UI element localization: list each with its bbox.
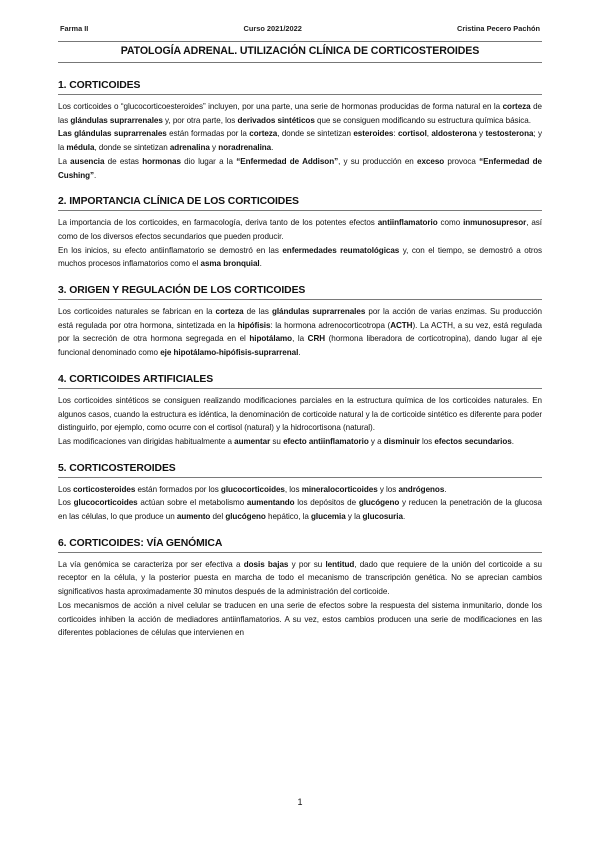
bold-term: glucocorticoides [73, 498, 138, 508]
text-run: En los inicios, su efecto antiinflamatorio se demostró en las [58, 245, 283, 255]
bold-term: aumento [176, 512, 211, 522]
paragraph [58, 558, 542, 599]
bold-term: eje hipotálamo-hipófisis-suprarrenal [160, 348, 299, 358]
paragraph [58, 394, 542, 435]
text-run: Los corticoides o “glucocorticoesteroides” incluyen, por una parte, una serie de hormonas producidas de forma natural en la [58, 102, 503, 111]
paragraph [58, 496, 542, 523]
bold-term: hipófisis [237, 320, 271, 330]
bold-term: glucemia [311, 512, 346, 522]
section-heading: 4. CORTICOIDES ARTIFICIALES [58, 374, 542, 389]
bold-term: ACTH [390, 320, 413, 330]
section-heading: 3. ORIGEN Y REGULACIÓN DE LOS CORTICOIDES [58, 285, 542, 300]
bold-term: hormonas [142, 156, 181, 166]
bold-term: corteza [249, 129, 278, 139]
bold-term: asma bronquial [200, 259, 260, 269]
text-run: La importancia de los corticoides, en farmacología, deriva tanto de los potentes efectos [58, 218, 378, 228]
text-run: y [209, 143, 219, 153]
text-run: están formadas por la [166, 129, 250, 139]
page-header [60, 24, 540, 33]
bold-term: exceso [417, 156, 445, 166]
section-4 [58, 374, 542, 449]
bold-term: adrenalina [169, 143, 210, 153]
document-body [58, 80, 542, 654]
section-2 [58, 196, 542, 271]
bold-term: médula [66, 143, 95, 153]
bold-term: glándulas suprarrenales [70, 115, 163, 125]
text-run: de estas [104, 156, 143, 166]
text-run: por la acción de varias enzimas. Su producción está regulada por otra hormona, sintetizada en la [58, 307, 543, 330]
paragraph [58, 216, 542, 243]
bold-term: Las glándulas suprarrenales [58, 129, 167, 139]
header-author: Cristina Pecero Pachón [457, 24, 540, 33]
bold-term: inmunosupresor [463, 218, 527, 228]
text-run: como [437, 218, 464, 228]
text-run: y reducen la penetración de la glucosa en las células, lo que produce un [58, 498, 543, 522]
text-run: Los [58, 498, 74, 508]
text-run: . [402, 512, 406, 522]
text-run: . [259, 259, 262, 269]
bold-term: efecto antiinflamatorio [283, 436, 369, 446]
text-run: Los [58, 484, 74, 494]
bold-term: corteza [215, 307, 244, 317]
text-run: . [444, 484, 447, 494]
bold-term: enfermedades reumatológicas [282, 245, 400, 255]
text-run: y por su [288, 559, 326, 569]
bold-term: “Enfermedad de Addison” [236, 156, 339, 166]
section-heading: 2. IMPORTANCIA CLÍNICA DE LOS CORTICOIDES [58, 196, 542, 211]
bold-term: testosterona [485, 129, 534, 139]
text-run: . [511, 436, 514, 446]
bold-term: efectos secundarios [434, 436, 512, 446]
text-run: . [94, 170, 97, 180]
bold-term: corticosteroides [73, 484, 136, 494]
section-3 [58, 285, 542, 360]
bold-term: glucógeno [358, 498, 400, 508]
text-run: , donde se sintetizan [94, 143, 170, 153]
paragraph [58, 599, 542, 640]
title-bottom-rule [58, 62, 542, 63]
text-run: y la [345, 512, 363, 522]
section-heading: 5. CORTICOSTEROIDES [58, 463, 542, 478]
section-6 [58, 538, 542, 640]
text-run: La [58, 156, 71, 166]
text-run: que se consiguen modificando su estructura química básica. [314, 115, 531, 125]
text-run: ). La ACTH, a su vez, está regulada por la secreción de otra hormona segregada en el [58, 320, 542, 344]
bold-term: glucosuria [362, 512, 403, 522]
bold-term: disminuir [383, 436, 420, 446]
text-run: provoca [444, 156, 480, 166]
bold-term: derivados sintéticos [237, 115, 315, 125]
bold-term: esteroides [353, 129, 394, 139]
text-run: , donde se sintetizan [277, 129, 354, 139]
text-run: . [298, 348, 301, 358]
section-heading: 1. CORTICOIDES [58, 80, 542, 95]
paragraph [58, 127, 542, 154]
text-run: dio lugar a la [180, 156, 237, 166]
paragraph [58, 155, 542, 182]
text-run: , [426, 129, 432, 139]
text-run: actúan sobre el metabolismo [137, 498, 247, 508]
bold-term: glucocorticoides [220, 484, 285, 494]
text-run: y los [377, 484, 399, 494]
text-run: su [270, 436, 284, 446]
bold-term: glándulas suprarrenales [271, 307, 366, 317]
text-run: y, con el tiempo, se demostró a otros muchos procesos inflamatorios como el [58, 245, 542, 269]
bold-term: corteza [502, 102, 531, 111]
text-run: Los corticoides naturales se fabrican en la [58, 307, 216, 317]
paragraph [58, 305, 542, 360]
bold-term: aumentando [246, 498, 295, 508]
section-5 [58, 463, 542, 524]
bold-term: glucógeno [225, 512, 266, 522]
page-title: PATOLOGÍA ADRENAL. UTILIZACIÓN CLÍNICA DE CORTICOSTEROIDES [120, 45, 480, 57]
paragraph [58, 244, 542, 271]
bold-term: noradrenalina [218, 143, 272, 153]
bold-term: mineralocorticoides [301, 484, 378, 494]
bold-term: aumentar [234, 436, 271, 446]
text-run: Los mecanismos de acción a nivel celular se traducen en una serie de efectos sobre la respuesta del sistema inmunitario, donde los corticoides inhiben la acción de mediadores antiinflamatorios. A su vez, estos cambios producen una serie de modificaciones en las diferentes poblaciones de células que intervienen en [58, 600, 542, 638]
text-run: los depósitos de [294, 498, 359, 508]
bold-term: dosis bajas [243, 559, 289, 569]
section-heading: 6. CORTICOIDES: VÍA GENÓMICA [58, 538, 542, 553]
text-run: Las modificaciones van dirigidas habitualmente a [58, 436, 235, 446]
text-run: están formados por los [135, 484, 221, 494]
bold-term: ausencia [70, 156, 105, 166]
text-run: hepático, la [265, 512, 312, 522]
section-1 [58, 80, 542, 182]
page-number: 1 [297, 797, 303, 807]
bold-term: “Enfermedad de Cushing” [58, 156, 542, 180]
text-run: . [271, 143, 274, 153]
paragraph [58, 483, 542, 497]
text-run: y a [368, 436, 384, 446]
text-run: , dado que requiere de la unión del corticoide a su receptor en la célula, y la posterior puesta en marcha de todo el mecanismo de transcripción genética. No se aprecian cambios significativos hasta aproximadamente 30 minutos después de la administración del corticoide. [58, 559, 542, 597]
text-run: , y su producción en [338, 156, 418, 166]
text-run: La vía genómica se caracteriza por ser efectiva a [58, 559, 244, 569]
text-run: del [210, 512, 226, 522]
paragraph [58, 435, 542, 449]
text-run: y, por otra parte, los [162, 115, 238, 125]
header-course-name: Farma II [60, 24, 89, 33]
text-run: , la [292, 334, 308, 344]
text-run: , los [284, 484, 302, 494]
bold-term: lentitud [325, 559, 355, 569]
text-run: (hormona liberadora de corticotropina), dando lugar al eje funcional denominado como [58, 334, 543, 358]
text-run: de las [243, 307, 272, 317]
text-run: y [476, 129, 486, 139]
bold-term: CRH [307, 334, 326, 344]
text-run: Los corticoides sintéticos se consiguen realizando modificaciones parciales en la estructura química de los corticoides naturales. En algunos casos, cuando la estructura es idéntica, la denominación de corticoide natural y la de corticoide sintético es diferente para poder distinguirlo, por ejemplo, como ocurre con el cortisol (natural) y la hidrocortisona (natural). [58, 395, 542, 433]
bold-term: aldosterona [431, 129, 477, 139]
text-run: , así como de los diversos efectos secundarios que pueden producir. [58, 218, 542, 241]
bold-term: hipotálamo [249, 334, 293, 344]
text-run: : la hormona adrenocorticotropa ( [270, 320, 391, 330]
text-run: ; y la [58, 129, 542, 153]
header-academic-year: Curso 2021/2022 [243, 24, 302, 33]
title-top-rule [58, 41, 542, 42]
paragraph [58, 100, 542, 127]
text-run: : [393, 129, 398, 139]
text-run: los [419, 436, 435, 446]
bold-term: cortisol [397, 129, 427, 139]
text-run: de las [58, 102, 542, 125]
bold-term: antiinflamatorio [377, 218, 438, 228]
bold-term: andrógenos [398, 484, 445, 494]
